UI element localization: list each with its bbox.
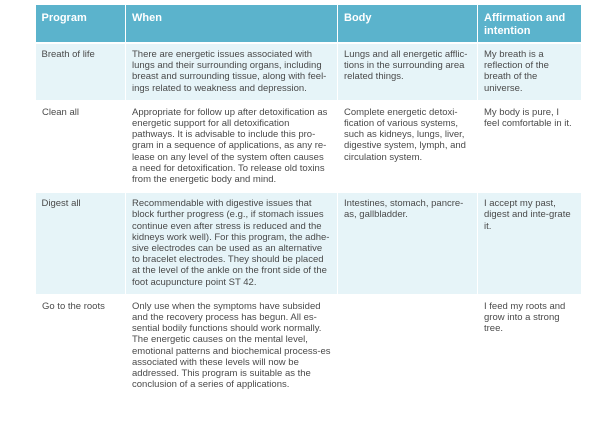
header-program: Program [36,5,126,43]
cell-when: Only use when the symptoms have subsided and the recovery process has begun. All es-sential bodily functions should work normally. The energetic causes on the mental level, emotional patterns and biochemical process-es associated with these levels will now be addressed. This program is suitable as the conclusion of a series of applications. [126,295,338,397]
table-row [36,295,581,397]
cell-body: Complete energetic detoxi-fication of various systems, such as kidneys, lungs, liver, digestive system, lymph, and circulation system. [338,101,478,192]
table-header-row [36,5,581,43]
header-affirmation: Affirmation and intention [478,5,581,43]
header-body: Body [338,5,478,43]
cell-body: Lungs and all energetic afflic-tions in the surrounding area related things. [338,43,478,101]
cell-affirmation: My breath is a reflection of the breath of the universe. [478,43,581,101]
cell-program: Go to the roots [36,295,126,397]
cell-affirmation: I accept my past, digest and inte-grate it. [478,192,581,295]
cell-program: Clean all [36,101,126,192]
cell-when: Appropriate for follow up after detoxification as energetic support for all detoxification pathways. It is advisable to include this pro-gram in a sequence of applications, as any re-lease on any level of the system often causes a need for detoxification. To release old toxins from the energetic body and mind. [126,101,338,192]
cell-body [338,295,478,397]
cell-program: Breath of life [36,43,126,101]
cell-program: Digest all [36,192,126,295]
header-when: When [126,5,338,43]
programs-table [35,5,581,396]
cell-when: Recommendable with digestive issues that block further progress (e.g., if stomach issues continue even after stress is reduced and the kidneys work well). For this program, the adhe-sive electrodes can be used as an alternative to bracelet electrodes. They should be placed at the level of the ankle on the front side of the foot acupuncture point ST 42. [126,192,338,295]
table-row [36,101,581,192]
cell-affirmation: My body is pure, I feel comfortable in it. [478,101,581,192]
table-row [36,43,581,101]
cell-affirmation: I feed my roots and grow into a strong tree. [478,295,581,397]
programs-table-container [35,5,580,396]
cell-body: Intestines, stomach, pancre-as, gallbladder. [338,192,478,295]
table-row [36,192,581,295]
cell-when: There are energetic issues associated with lungs and their surrounding organs, including breast and surrounding tissue, along with feel-ings related to weakness and depression. [126,43,338,101]
